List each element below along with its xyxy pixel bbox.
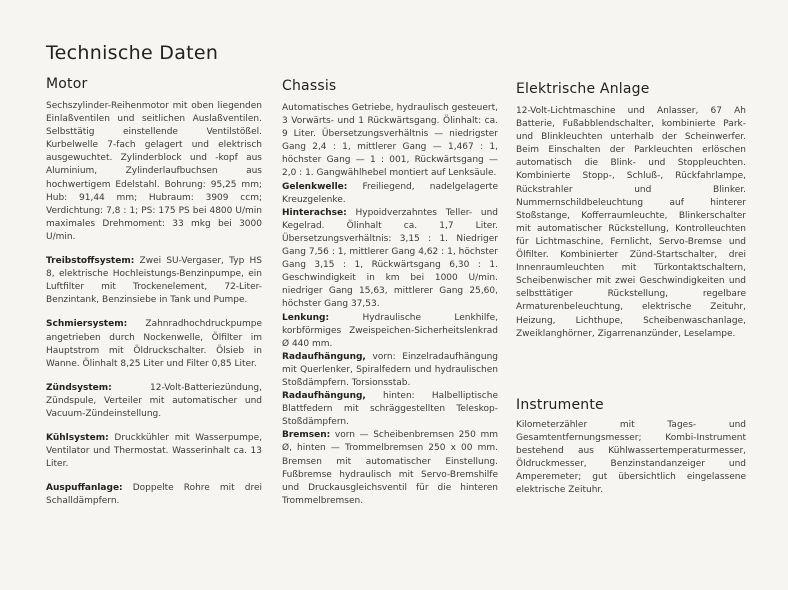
treibstoffsystem-paragraph bbox=[46, 255, 262, 307]
gelenkwelle-paragraph bbox=[282, 181, 498, 207]
bremsen-text: vorn — Scheibenbremsen 250 mm Ø, hinten — Trommelbremsen 250 x 00 mm. Bremsen mit automatischer Einstellung. Fußbremse hydraulisch mit Servo-Bremshilfe und Druckausgleichsventil für die hinteren Trommelbremsen. bbox=[282, 430, 498, 506]
elektrik-heading: Elektrische Anlage bbox=[516, 81, 650, 97]
lenkung-text: Hydraulische Lenkhilfe, korbförmiges Zweispeichen-Sicherheitslenkrad Ø 440 mm. bbox=[282, 312, 498, 349]
chassis-column bbox=[282, 76, 498, 508]
gelenkwelle-label: Gelenkwelle: bbox=[282, 181, 348, 192]
hinterachse-paragraph bbox=[282, 207, 498, 312]
treibstoffsystem-text: Zwei SU-Vergaser, Typ HS 8, elektrische Hochleistungs-Benzinpumpe, ein Luftfilter mit Trockenelement, 72-Liter-Benzintank, Benzinsiebe in Tank und Pumpe. bbox=[46, 256, 262, 306]
bremsen-label: Bremsen: bbox=[282, 430, 331, 441]
schmiersystem-paragraph bbox=[46, 318, 262, 370]
motor-description: Sechszylinder-Reihenmotor mit oben liegenden Einlaßventilen und seitlichen Auslaßventilen. Selbsttätig einstellende Ventilstößel. Kurbelwelle 7-fach gelagert und elektrisch ausgewuchtet. Zylinderblock und -kopf aus Aluminium, Zylinderlaufbuchsen aus hochwertigem Edelstahl. Bohrung: 95,25 mm; Hub: 91,44 mm; Hubraum: 3909 ccm; Verdichtung: 7,8 : 1; PS: 175 PS bei 4800 U/min maximales Drehmoment: 33 mkg bei 3000 U/min. bbox=[46, 101, 262, 242]
lenkung-paragraph bbox=[282, 312, 498, 351]
chassis-description: Automatisches Getriebe, hydraulisch gesteuert, 3 Vorwärts- und 1 Rückwärtsgang. Ölinhalt: ca. 9 Liter. Übersetzungsverhältnis — niedrigster Gang 2,4 : 1, mittlerer Gang — 1,467 : 1, höchster Gang — 1 : 001, Rückwärtsgang — 2,0 : 1. Gangwählhebel montiert auf Lenksäule. bbox=[282, 103, 498, 179]
radaufhaengung-hinten-text: hinten: Halbelliptische Blattfedern mit schräggestellten Teleskop-Stoßdämpfern. bbox=[282, 391, 498, 428]
auspuffanlage-paragraph bbox=[46, 482, 262, 508]
kuehlsystem-paragraph bbox=[46, 432, 262, 471]
auspuffanlage-text: Doppelte Rohre mit drei Schalldämpfern. bbox=[46, 483, 262, 507]
radaufhaengung-vorn-label: Radaufhängung, bbox=[282, 351, 366, 362]
zuendsystem-text: 12-Volt-Batteriezündung, Zündspule, Verteiler mit automatischer und Vacuum-Zündeinstellung. bbox=[46, 382, 262, 419]
lenkung-label: Lenkung: bbox=[282, 312, 330, 323]
bremsen-paragraph bbox=[282, 429, 498, 508]
page-title: Technische Daten bbox=[46, 42, 219, 64]
zuendsystem-label: Zündsystem: bbox=[46, 382, 112, 393]
gelenkwelle-text: Freiliegend, nadelgelagerte Kreuzgelenke. bbox=[282, 181, 498, 205]
zuendsystem-paragraph bbox=[46, 382, 262, 421]
instrumente-description: Kilometerzähler mit Tages- und Gesamtentfernungsmesser; Kombi-Instrument bestehend aus Kühlwassertemperaturmesser, Öldruckmesser, Benzinstandanzeiger und Amperemeter; gut übersichtlich eingelassene elektrische Zeituhr. bbox=[516, 419, 746, 496]
motor-column bbox=[46, 76, 262, 520]
radaufhaengung-hinten-label: Radaufhängung, bbox=[282, 391, 366, 402]
treibstoffsystem-label: Treibstoffsystem: bbox=[46, 256, 135, 267]
radaufhaengung-vorn-paragraph bbox=[282, 351, 498, 390]
elektrik-column bbox=[516, 76, 746, 497]
auspuffanlage-label: Auspuffanlage: bbox=[46, 483, 123, 494]
radaufhaengung-hinten-paragraph bbox=[282, 390, 498, 429]
instrumente-heading: Instrumente bbox=[516, 396, 604, 413]
kuehlsystem-label: Kühlsystem: bbox=[46, 433, 109, 444]
hinterachse-label: Hinterachse: bbox=[282, 207, 347, 218]
motor-heading: Motor bbox=[46, 76, 88, 92]
chassis-heading: Chassis bbox=[282, 78, 337, 94]
hinterachse-text: Hypoidverzahntes Teller- und Kegelrad. Ölinhalt ca. 1,7 Liter. Übersetzungsverhältnis: 3,15 : 1. Niedriger Gang 7,56 : 1, mittlerer Gang 4,62 : 1, höchster Gang 3,15 : 1, Rückwärtsgang 6,30 : 1. Geschwindigkeit in km bei 1000 U/min. niedriger Gang 15,63, mittlerer Gang 25,60, höchster Gang 37,53. bbox=[282, 207, 498, 310]
elektrik-description: 12-Volt-Lichtmaschine und Anlasser, 67 Ah Batterie, Fußabblendschalter, kombinierte Park- und Blinkleuchten unterhalb der Scheinwerfer. Beim Einschalten der Parkleuchten erlöschen automatisch die Blink- und Stoppleuchten. Kombinierte Stopp-, Schluß-, Rückfahrlampe, Rückstrahler und Blinker. Nummernschildbeleuchtung auf hinterer Stoßstange, Kofferraumleuchte, Blinkerschalter mit automatischer Rückstellung, Kontrolleuchten für Lichtmaschine, Fernlicht, Servo-Bremse und Ölfilter. Kombinierter Zünd-Startschalter, drei Innenraumleuchten mit Türkontaktschaltern, Scheibenwischer mit zwei Geschwindigkeiten und selbsttätiger Rückstellung, regelbare Armaturenbeleuchtung, elektrische Zeituhr, Heizung, Lichthupe, Scheibenwaschanlage, Zweiklanghörner, Zigarrenanzünder, Leselampe. bbox=[516, 106, 746, 339]
radaufhaengung-vorn-text: vorn: Einzelradaufhängung mit Querlenker, Spiralfedern und hydraulischen Stoßdämpfern. Torsionsstab. bbox=[282, 351, 498, 388]
kuehlsystem-text: Druckkühler mit Wasserpumpe, Ventilator und Thermostat. Wasserinhalt ca. 13 Liter. bbox=[46, 433, 262, 470]
schmiersystem-text: Zahnradhochdruckpumpe angetrieben durch Nockenwelle, Ölfilter im Hauptstrom mit Öldruckschalter. Ölsieb in Wanne. Ölinhalt 8,25 Liter und Filter 0,85 Liter. bbox=[46, 319, 262, 369]
schmiersystem-label: Schmiersystem: bbox=[46, 319, 128, 330]
